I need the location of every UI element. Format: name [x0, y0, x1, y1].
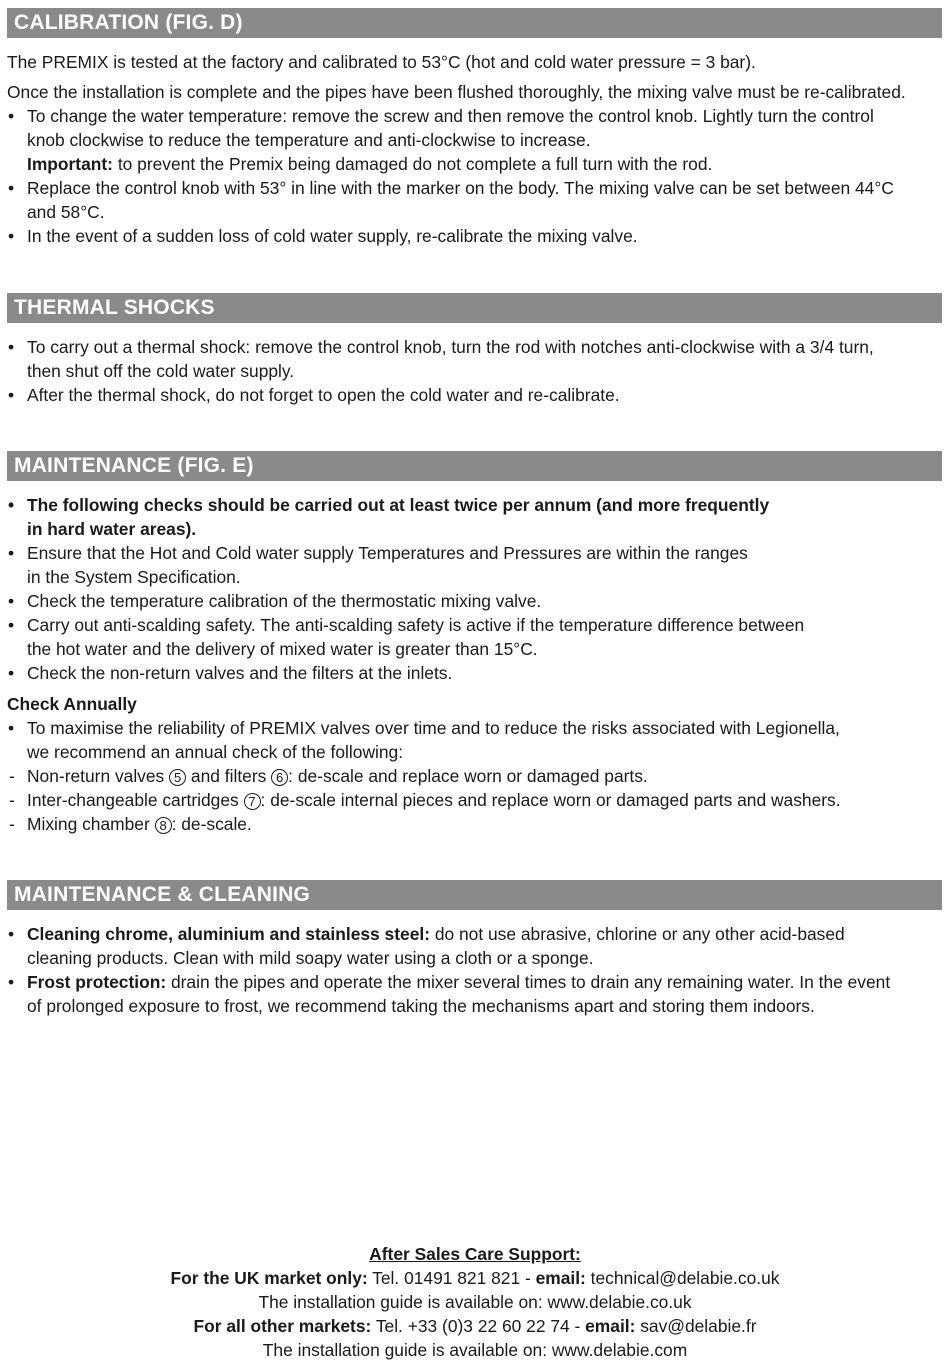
list-item: • Replace the control knob with 53° in line with the marker on the body. The mixing valve can be set between 44°C and 58°C.: [7, 176, 942, 224]
other-guide-line: The installation guide is available on: www.delabie.com: [262, 1340, 688, 1360]
uk-email-link[interactable]: technical@delabie.co.uk: [585, 1268, 780, 1288]
other-contact-line: For all other markets: Tel. +33 (0)3 22 60 22 74 - email: sav@delabie.fr: [193, 1316, 757, 1336]
calibration-recalibrate-note: Once the installation is complete and the pipes have been flushed thoroughly, the mixing valve must be re-calibrated.: [7, 82, 906, 102]
section-title-thermal-shocks: THERMAL SHOCKS: [7, 293, 942, 323]
part-number-badge: 8: [155, 817, 172, 834]
thermal-shocks-section: [7, 335, 942, 407]
list-item: • Check the non-return valves and the filters at the inlets.: [7, 661, 942, 685]
list-item: • Frost protection: drain the pipes and operate the mixer several times to drain any remaining water. In the event of prolonged exposure to frost, we recommend taking the mechanisms apart and storing them indoors.: [7, 970, 942, 1018]
section-title-cleaning: MAINTENANCE & CLEANING: [7, 880, 942, 910]
thermal-list: [7, 335, 942, 407]
calibration-section: [7, 50, 942, 248]
cleaning-section: [7, 922, 942, 1018]
list-item: • Ensure that the Hot and Cold water supply Temperatures and Pressures are within the ranges in the System Specification.: [7, 541, 942, 589]
uk-guide-line: The installation guide is available on: www.delabie.co.uk: [258, 1292, 692, 1312]
list-item: • The following checks should be carried out at least twice per annum (and more frequently in hard water areas).: [7, 493, 942, 541]
list-item: • In the event of a sudden loss of cold water supply, re-calibrate the mixing valve.: [7, 224, 942, 248]
calibration-intro: The PREMIX is tested at the factory and calibrated to 53°C (hot and cold water pressure = 3 bar).: [7, 52, 756, 72]
list-item: • Cleaning chrome, aluminium and stainless steel: do not use abrasive, chlorine or any other acid-based cleaning products. Clean with mild soapy water using a cloth or a sponge.: [7, 922, 942, 970]
part-number-badge: 5: [169, 769, 186, 786]
maintenance-section: [7, 493, 942, 836]
uk-contact-line: For the UK market only: Tel. 01491 821 821 - email: technical@delabie.co.uk: [170, 1268, 780, 1288]
list-item: • Check the temperature calibration of the thermostatic mixing valve.: [7, 589, 942, 613]
section-title-maintenance: MAINTENANCE (FIG. E): [7, 451, 942, 481]
part-number-badge: 6: [271, 769, 288, 786]
important-label: Important:: [27, 154, 113, 174]
list-item: • To carry out a thermal shock: remove the control knob, turn the rod with notches anti-clockwise with a 3/4 turn, then shut off the cold water supply.: [7, 335, 942, 383]
check-annually-heading: Check Annually: [7, 694, 137, 714]
other-email-link[interactable]: sav@delabie.fr: [635, 1316, 757, 1336]
section-title-calibration: CALIBRATION (FIG. D): [7, 8, 942, 38]
maintenance-list: [7, 493, 942, 685]
support-footer: [0, 1242, 950, 1362]
list-item: • To change the water temperature: remove the screw and then remove the control knob. Lightly turn the control knob clockwise to reduce the temperature and anti-clockwise to increase. Important: to prevent the Premix being damaged do not complete a full turn with the rod.: [7, 104, 942, 176]
cleaning-list: [7, 922, 942, 1018]
list-item: - Inter-changeable cartridges 7 : de-scale internal pieces and replace worn or damaged parts and washers.: [7, 788, 942, 812]
list-item: • After the thermal shock, do not forget to open the cold water and re-calibrate.: [7, 383, 942, 407]
annual-list: [7, 716, 942, 836]
list-item: • To maximise the reliability of PREMIX valves over time and to reduce the risks associated with Legionella, we recommend an annual check of the following:: [7, 716, 942, 764]
list-item: - Non-return valves 5 and filters 6 : de-scale and replace worn or damaged parts.: [7, 764, 942, 788]
calibration-list: [7, 104, 942, 248]
support-heading: After Sales Care Support:: [369, 1244, 581, 1264]
list-item: • Carry out anti-scalding safety. The anti-scalding safety is active if the temperature difference between the hot water and the delivery of mixed water is greater than 15°C.: [7, 613, 942, 661]
list-item: - Mixing chamber 8 : de-scale.: [7, 812, 942, 836]
part-number-badge: 7: [244, 793, 261, 810]
